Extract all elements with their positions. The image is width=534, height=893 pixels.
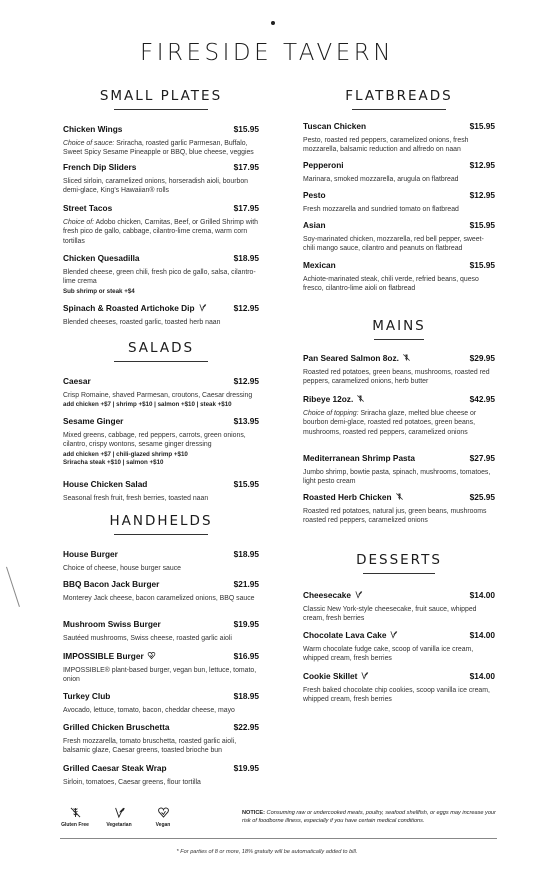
menu-item-price: $13.95 — [233, 416, 259, 426]
menu-item-price: $16.95 — [233, 651, 259, 661]
menu-item-header — [63, 686, 259, 704]
section-rule — [352, 109, 446, 110]
menu-item-price: $14.00 — [469, 590, 495, 600]
menu-item-name-wrap — [63, 646, 156, 664]
menu-item-name: Mushroom Swiss Burger — [63, 619, 161, 629]
menu-item-header — [303, 215, 495, 233]
menu-item-description — [303, 686, 495, 705]
menu-item-description — [63, 737, 259, 756]
menu-item — [303, 666, 495, 705]
description-text: Crisp Romaine, shaved Parmesan, croutons, Caesar dressing — [63, 392, 253, 399]
menu-item-name-wrap — [63, 574, 159, 592]
menu-item-description — [63, 268, 259, 287]
vegetarian-icon — [113, 806, 126, 819]
menu-item-name: Tuscan Chicken — [303, 121, 367, 131]
menu-item-name: Chicken Quesadilla — [63, 253, 140, 263]
menu-item-name-wrap — [63, 198, 112, 216]
section-title: SMALL PLATES — [99, 88, 223, 104]
section-title: SALADS — [127, 340, 195, 356]
menu-item-header — [63, 198, 259, 216]
menu-item-description — [63, 431, 259, 450]
menu-item-name-wrap — [63, 614, 161, 632]
description-text: Pesto, roasted red peppers, caramelized onions, fresh mozzarella, balsamic reduction and alfredo on naan — [303, 137, 469, 154]
menu-item-price: $21.95 — [233, 579, 259, 589]
menu-item — [303, 348, 495, 387]
menu-item — [303, 155, 495, 184]
legend-label: Gluten Free — [61, 822, 89, 828]
menu-item — [303, 255, 495, 294]
description-text: Fresh mozzarella and sundried tomato on flatbread — [303, 206, 459, 213]
menu-item-name-wrap — [303, 348, 411, 366]
menu-item-name-wrap — [303, 255, 336, 273]
menu-item-description — [63, 218, 259, 246]
menu-item-header — [63, 544, 259, 562]
restaurant-title: FIRESIDE TAVERN — [140, 40, 394, 66]
menu-item-name-wrap — [63, 157, 136, 175]
menu-item-header — [63, 474, 259, 492]
menu-item-description — [303, 645, 495, 664]
menu-item-description — [303, 507, 495, 526]
menu-item-name: Mediterranean Shrimp Pasta — [303, 453, 416, 463]
section-small-plates — [63, 88, 259, 110]
menu-item-price: $27.95 — [469, 453, 495, 463]
menu-item-description — [63, 634, 259, 643]
vegetarian-icon — [198, 299, 207, 308]
menu-item-price: $17.95 — [233, 162, 259, 172]
menu-item-name-wrap — [63, 248, 140, 266]
menu-item-description — [303, 235, 495, 254]
menu-item-name-wrap — [63, 298, 207, 316]
menu-item-addon: Sriracha steak +$10 | salmon +$10 — [63, 459, 164, 467]
legend-vegan — [148, 806, 178, 828]
menu-item-header — [303, 625, 495, 643]
menu-item-name: Grilled Caesar Steak Wrap — [63, 763, 167, 773]
description-text: Sliced sirloin, caramelized onions, horseradish aioli, bourbon demi-glace, King's Hawaiian® rolls — [63, 178, 248, 195]
menu-item — [303, 625, 495, 664]
menu-item-price: $25.95 — [469, 492, 495, 502]
legend-vegetarian — [104, 806, 134, 828]
menu-item-header — [303, 389, 495, 407]
menu-item-price: $14.00 — [469, 630, 495, 640]
menu-item-price: $14.00 — [469, 671, 495, 681]
description-text: Sautéed mushrooms, Swiss cheese, roasted garlic aioli — [63, 635, 232, 642]
description-text: Warm chocolate fudge cake, scoop of vanilla ice cream, whipped cream, fresh berries — [303, 646, 474, 663]
section-flatbreads — [303, 88, 495, 110]
description-text: Monterey Jack cheese, bacon caramelized onions, BBQ sauce — [63, 595, 255, 602]
menu-item-name: French Dip Sliders — [63, 162, 137, 172]
menu-item-description — [63, 706, 259, 715]
menu-item-description — [63, 564, 259, 573]
legend-label: Vegetarian — [106, 822, 132, 828]
menu-item-name-wrap — [63, 717, 170, 735]
menu-item-price: $15.95 — [469, 220, 495, 230]
menu-item-addon: add chicken +$7 | shrimp +$10 | salmon +$10 | steak +$10 — [63, 401, 232, 409]
menu-item-description — [303, 205, 495, 214]
section-salads — [63, 340, 259, 362]
menu-item-price: $19.95 — [233, 763, 259, 773]
menu-item — [303, 215, 495, 254]
dietary-legend — [60, 806, 178, 828]
menu-item — [63, 119, 259, 158]
menu-item-header — [63, 248, 259, 266]
menu-item-price: $12.95 — [469, 190, 495, 200]
section-desserts — [303, 552, 495, 574]
menu-item — [303, 116, 495, 155]
menu-item-name: Street Tacos — [63, 203, 113, 213]
description-text: Blended cheese, green chili, fresh pico de gallo, salsa, cilantro-lime crema — [63, 269, 256, 286]
menu-item-addon: add chicken +$7 | chili-glazed shrimp +$10 — [63, 450, 188, 458]
menu-item-name: IMPOSSIBLE Burger — [63, 651, 144, 661]
section-rule — [114, 361, 208, 362]
menu-item-name: Sesame Ginger — [63, 416, 124, 426]
menu-item-name-wrap — [303, 215, 326, 233]
menu-item — [63, 544, 259, 573]
scan-edge-mark — [6, 567, 20, 607]
menu-item-header — [63, 119, 259, 137]
description-text: Sriracha glaze, melted blue cheese or bourbon demi-glace, roasted red potatoes, green beans, mushrooms, roasted red peppers, caramelized onions — [303, 410, 477, 436]
menu-item-header — [303, 155, 495, 173]
menu-item — [63, 371, 259, 410]
menu-item-header — [303, 487, 495, 505]
notice-text — [242, 810, 498, 825]
description-text: Avocado, lettuce, tomato, bacon, cheddar cheese, mayo — [63, 707, 235, 714]
legend-gluten-free — [60, 806, 90, 828]
menu-item — [63, 411, 259, 468]
bottom-rule — [60, 838, 497, 839]
menu-item — [303, 185, 495, 214]
menu-item-name: Roasted Herb Chicken — [303, 492, 392, 502]
vegan-icon — [147, 647, 156, 656]
description-text: Blended cheeses, roasted garlic, toasted herb naan — [63, 319, 221, 326]
menu-item — [303, 448, 495, 487]
gluten-free-icon — [69, 806, 82, 819]
menu-item-name-wrap — [303, 185, 326, 203]
menu-item-name: Asian — [303, 220, 326, 230]
menu-item-name: House Burger — [63, 549, 118, 559]
gluten-free-icon — [395, 488, 404, 497]
menu-item-description — [303, 175, 495, 184]
menu-item-price: $15.95 — [233, 124, 259, 134]
menu-item-description — [63, 318, 259, 327]
menu-item-name: Cookie Skillet — [303, 671, 358, 681]
section-rule — [363, 573, 435, 574]
menu-item — [63, 198, 259, 246]
description-text: Choice of cheese, house burger sauce — [63, 565, 181, 572]
description-text: Sirloin, tomatoes, Caesar greens, flour tortilla — [63, 779, 201, 786]
menu-item — [63, 686, 259, 715]
menu-item — [63, 614, 259, 643]
menu-item-header — [63, 157, 259, 175]
menu-item-addon: Sub shrimp or steak +$4 — [63, 287, 135, 295]
menu-item-name: Ribeye 12oz. — [303, 394, 354, 404]
menu-item-name: Grilled Chicken Bruschetta — [63, 722, 170, 732]
menu-item-name-wrap — [303, 155, 344, 173]
menu-item-name-wrap — [303, 448, 415, 466]
menu-item-header — [63, 614, 259, 632]
menu-item-header — [303, 666, 495, 684]
menu-item-name: Spinach & Roasted Artichoke Dip — [63, 303, 195, 313]
menu-item — [303, 389, 495, 437]
menu-item-description — [63, 177, 259, 196]
menu-item-name: Cheesecake — [303, 590, 351, 600]
menu-item-header — [303, 185, 495, 203]
description-text: Marinara, smoked mozzarella, arugula on flatbread — [303, 176, 459, 183]
description-text: Achiote-marinated steak, chili verde, refried beans, queso fresco, cilantro-lime aioli on flatbread — [303, 276, 479, 293]
menu-item-description — [303, 275, 495, 294]
vegetarian-icon — [354, 586, 363, 595]
menu-item-price: $29.95 — [469, 353, 495, 363]
notice-label: NOTICE: — [242, 810, 265, 816]
menu-item-name: Chicken Wings — [63, 124, 123, 134]
menu-item-price: $18.95 — [233, 691, 259, 701]
section-title: HANDHELDS — [109, 513, 213, 529]
description-text: IMPOSSIBLE® plant-based burger, vegan bun, lettuce, tomato, onion — [63, 667, 257, 684]
menu-item — [63, 717, 259, 756]
menu-item-header — [63, 646, 259, 664]
section-title: DESSERTS — [356, 552, 442, 568]
gluten-free-icon — [402, 349, 411, 358]
menu-item-name: Caesar — [63, 376, 91, 386]
section-rule — [114, 109, 208, 110]
menu-item-name-wrap — [63, 758, 167, 776]
menu-item-name: Chocolate Lava Cake — [303, 630, 387, 640]
menu-item-price: $22.95 — [233, 722, 259, 732]
menu-item-description — [303, 409, 495, 437]
description-prefix: Choice of sauce: — [63, 140, 115, 147]
menu-item-header — [303, 448, 495, 466]
menu-item — [63, 646, 259, 685]
menu-item-name-wrap — [303, 116, 366, 134]
vegan-icon — [157, 806, 170, 819]
description-text: Soy-marinated chicken, mozzarella, red bell pepper, sweet-chili mango sauce, cilantro and peanuts on flatbread — [303, 236, 484, 253]
menu-item-name-wrap — [63, 119, 122, 137]
menu-item-header — [63, 717, 259, 735]
top-dot — [271, 21, 275, 25]
menu-item-header — [303, 348, 495, 366]
menu-item-header — [303, 255, 495, 273]
menu-item-name: BBQ Bacon Jack Burger — [63, 579, 160, 589]
menu-item-price: $15.95 — [469, 260, 495, 270]
menu-item-header — [63, 411, 259, 429]
section-title: MAINS — [372, 318, 426, 334]
section-rule — [114, 534, 208, 535]
menu-item-price: $18.95 — [233, 253, 259, 263]
menu-item — [63, 248, 259, 296]
menu-item-description — [303, 468, 495, 487]
gluten-free-icon — [356, 390, 365, 399]
menu-item — [303, 487, 495, 526]
menu-item-description — [303, 368, 495, 387]
menu-item-name-wrap — [63, 544, 118, 562]
menu-item-price: $12.95 — [469, 160, 495, 170]
menu-item-price: $15.95 — [469, 121, 495, 131]
menu-item-description — [63, 494, 259, 503]
menu-item-price: $15.95 — [233, 479, 259, 489]
menu-item-name-wrap — [303, 585, 363, 603]
menu-item-name-wrap — [303, 625, 398, 643]
menu-item-description — [303, 136, 495, 155]
menu-item — [63, 574, 259, 603]
menu-item-header — [63, 298, 259, 316]
legend-label: Vegan — [155, 822, 171, 828]
menu-item-description — [63, 778, 259, 787]
description-text: Fresh baked chocolate chip cookies, scoop vanilla ice cream, whipped cream, fresh berries — [303, 687, 490, 704]
menu-item-price: $19.95 — [233, 619, 259, 629]
menu-item-name-wrap — [63, 411, 123, 429]
description-text: Adobo chicken, Carnitas, Beef, or Grilled Shrimp with fresh pico de gallo, cabbage, cilantro-lime crema, warm corn tortillas — [63, 219, 258, 245]
menu-item-header — [303, 585, 495, 603]
menu-item-name: Turkey Club — [63, 691, 111, 701]
description-text: Mixed greens, cabbage, red peppers, carrots, green onions, cilantro, crispy wontons, sesame ginger dressing — [63, 432, 246, 449]
description-text: Roasted red potatoes, green beans, mushrooms, roasted red peppers, caramelized onions, herb butter — [303, 369, 490, 386]
menu-item-name: Pan Seared Salmon 8oz. — [303, 353, 399, 363]
menu-item — [303, 585, 495, 624]
gratuity-footnote: * For parties of 8 or more, 18% gratuity will be automatically added to bill. — [176, 849, 358, 855]
description-text: Fresh mozzarella, tomato bruschetta, roasted garlic aioli, balsamic glaze, Caesar greens, toasted brioche bun — [63, 738, 237, 755]
notice-body: Consuming raw or undercooked meats, poultry, seafood shellfish, or eggs may increase your risk of foodborne illness, especially if you have certain medical conditions. — [242, 810, 496, 824]
menu-item — [63, 157, 259, 196]
description-text: Classic New York-style cheesecake, fruit sauce, whipped cream, fresh berries — [303, 606, 477, 623]
menu-item — [63, 474, 259, 503]
menu-item — [63, 758, 259, 787]
menu-item-name-wrap — [63, 474, 147, 492]
menu-item-header — [63, 574, 259, 592]
description-text: Seasonal fresh fruit, fresh berries, toasted naan — [63, 495, 209, 502]
section-rule — [374, 339, 424, 340]
menu-item-description — [63, 391, 259, 400]
menu-item-price: $12.95 — [233, 376, 259, 386]
menu-item-name-wrap — [303, 487, 404, 505]
menu-item-description — [63, 139, 259, 158]
menu-item-price: $18.95 — [233, 549, 259, 559]
menu-item-name: House Chicken Salad — [63, 479, 148, 489]
description-prefix: Choice of topping: — [303, 410, 359, 417]
menu-item-name-wrap — [63, 686, 110, 704]
menu-item-name: Mexican — [303, 260, 336, 270]
vegetarian-icon — [389, 626, 398, 635]
menu-item-description — [303, 605, 495, 624]
menu-item-header — [303, 116, 495, 134]
description-text: Jumbo shrimp, bowtie pasta, spinach, mushrooms, tomatoes, light pesto cream — [303, 469, 491, 486]
menu-item-name-wrap — [303, 666, 369, 684]
menu-item-name-wrap — [63, 371, 91, 389]
menu-item-price: $42.95 — [469, 394, 495, 404]
menu-item-header — [63, 371, 259, 389]
section-handhelds — [63, 513, 259, 535]
section-title: FLATBREADS — [345, 88, 453, 104]
section-mains — [303, 318, 495, 340]
menu-item-header — [63, 758, 259, 776]
vegetarian-icon — [360, 667, 369, 676]
description-prefix: Choice of: — [63, 219, 95, 226]
menu-item — [63, 298, 259, 327]
menu-item-name: Pepperoni — [303, 160, 344, 170]
menu-item-name: Pesto — [303, 190, 326, 200]
menu-item-price: $17.95 — [233, 203, 259, 213]
menu-item-description — [63, 666, 259, 685]
description-text: Roasted red potatoes, natural jus, green beans, mushrooms roasted red peppers, caramelized onions — [303, 508, 487, 525]
menu-item-description — [63, 594, 259, 603]
menu-item-name-wrap — [303, 389, 365, 407]
menu-item-price: $12.95 — [233, 303, 259, 313]
description-text: Sriracha, roasted garlic Parmesan, Buffalo, Sweet Spicy Sesame Pineapple or BBQ, blue cheese, veggies — [63, 140, 254, 157]
